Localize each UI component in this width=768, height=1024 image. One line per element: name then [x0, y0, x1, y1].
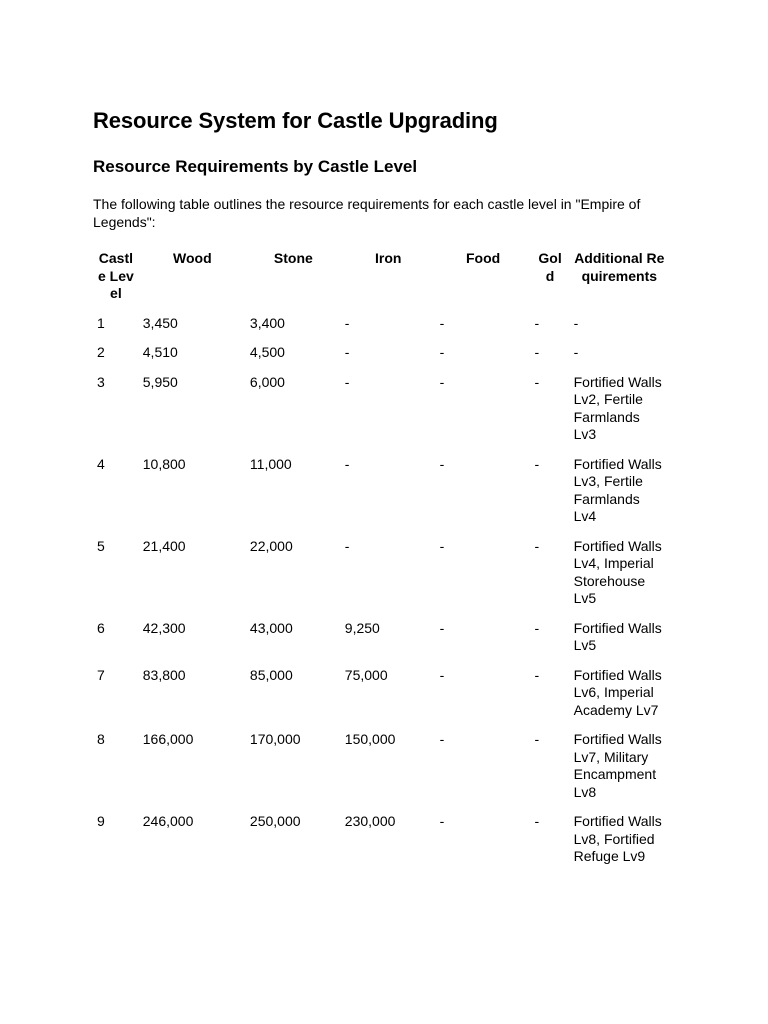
cell-wood: 21,400 [142, 537, 186, 554]
cell-food: - [439, 373, 445, 390]
cell-gold: - [534, 619, 540, 636]
table-row [93, 725, 669, 807]
cell-additional: Fortified Walls Lv8, Fortified Refuge Lv9 [573, 813, 662, 864]
cell-level: 5 [97, 537, 105, 554]
cell-additional: Fortified Walls Lv4, Imperial Storehouse Lv5 [573, 537, 662, 606]
cell-level: 9 [97, 813, 105, 829]
cell-iron: - [344, 314, 350, 331]
cell-wood: 83,800 [142, 666, 186, 683]
cell-gold: - [534, 813, 540, 829]
table-row [93, 532, 669, 614]
header-additional-requirements: Additional Requirements [574, 250, 665, 284]
cell-level: 6 [97, 619, 105, 636]
cell-stone: 6,000 [249, 373, 285, 390]
resource-table [93, 243, 669, 872]
cell-iron: - [344, 537, 350, 554]
cell-food: - [439, 813, 445, 829]
table-row [93, 807, 669, 872]
cell-gold: - [534, 344, 540, 360]
cell-gold: - [534, 731, 540, 747]
table-row [93, 661, 669, 726]
cell-iron: 9,250 [344, 619, 380, 636]
table-row [93, 338, 669, 368]
cell-food: - [439, 537, 445, 554]
cell-level: 1 [97, 314, 105, 331]
header-gold: Gold [538, 250, 562, 284]
cell-iron: 150,000 [344, 731, 396, 747]
table-header-row [93, 243, 669, 309]
section-heading: Resource Requirements by Castle Level [93, 157, 418, 176]
cell-additional: Fortified Walls Lv2, Fertile Farmlands Lv3 [573, 373, 662, 442]
page-title: Resource System for Castle Upgrading [93, 108, 498, 133]
cell-food: - [439, 344, 445, 360]
table-row [93, 368, 669, 450]
table-row [93, 450, 669, 532]
cell-stone: 3,400 [249, 314, 285, 331]
cell-level: 3 [97, 373, 105, 390]
cell-wood: 4,510 [142, 344, 178, 360]
cell-stone: 250,000 [249, 813, 301, 829]
header-iron: Iron [375, 250, 402, 266]
cell-gold: - [534, 455, 540, 472]
cell-level: 8 [97, 731, 105, 747]
cell-iron: - [344, 455, 350, 472]
cell-iron: 75,000 [344, 666, 388, 683]
cell-stone: 4,500 [249, 344, 285, 360]
intro-paragraph: The following table outlines the resource requirements for each castle level in "Empire of Legends": [93, 196, 641, 230]
cell-level: 4 [97, 455, 105, 472]
table-row [93, 614, 669, 661]
cell-food: - [439, 666, 445, 683]
document-page [93, 104, 676, 872]
cell-wood: 42,300 [142, 619, 186, 636]
cell-wood: 3,450 [142, 314, 178, 331]
cell-additional: Fortified Walls Lv6, Imperial Academy Lv7 [573, 666, 662, 718]
header-food: Food [466, 250, 501, 266]
cell-iron: 230,000 [344, 813, 396, 829]
cell-wood: 166,000 [142, 731, 194, 747]
header-wood: Wood [173, 250, 212, 266]
cell-food: - [439, 731, 445, 747]
cell-additional: Fortified Walls Lv3, Fertile Farmlands Lv4 [573, 455, 662, 524]
cell-stone: 11,000 [249, 455, 292, 472]
cell-wood: 246,000 [142, 813, 194, 829]
cell-iron: - [344, 373, 350, 390]
cell-gold: - [534, 537, 540, 554]
cell-stone: 22,000 [249, 537, 293, 554]
cell-wood: 5,950 [142, 373, 178, 390]
cell-food: - [439, 455, 445, 472]
cell-level: 2 [97, 344, 105, 360]
cell-stone: 170,000 [249, 731, 301, 747]
cell-stone: 85,000 [249, 666, 293, 683]
cell-food: - [439, 314, 445, 331]
cell-additional: - [573, 314, 579, 331]
cell-food: - [439, 619, 445, 636]
cell-wood: 10,800 [142, 455, 186, 472]
cell-level: 7 [97, 666, 105, 683]
cell-additional: - [573, 344, 579, 360]
header-stone: Stone [273, 250, 313, 266]
cell-stone: 43,000 [249, 619, 293, 636]
cell-gold: - [534, 666, 540, 683]
cell-gold: - [534, 314, 540, 331]
cell-additional: Fortified Walls Lv7, Military Encampment Lv8 [573, 731, 662, 800]
cell-gold: - [534, 373, 540, 390]
cell-iron: - [344, 344, 350, 360]
table-row [93, 309, 669, 339]
cell-additional: Fortified Walls Lv5 [573, 619, 662, 653]
header-castle-level: Castle Level [97, 250, 134, 301]
